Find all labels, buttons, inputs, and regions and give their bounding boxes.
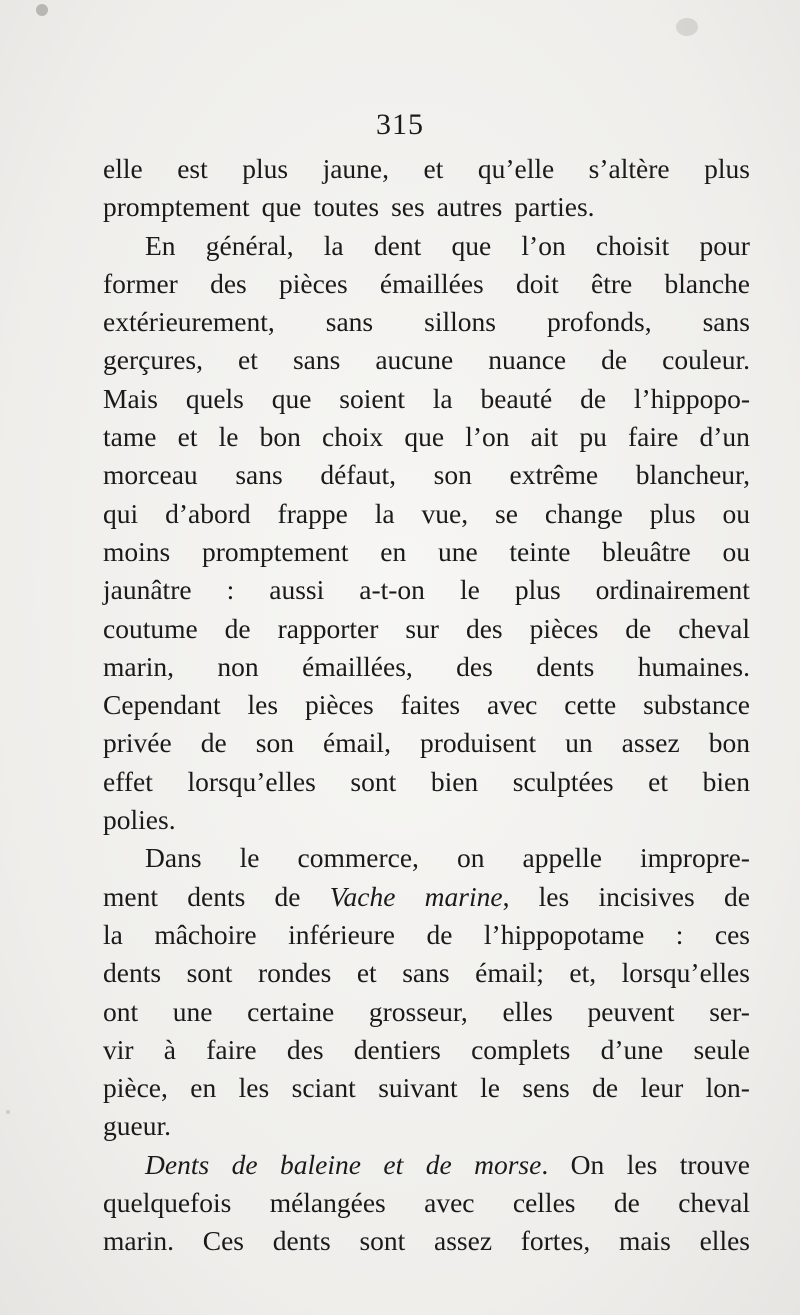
text-line	[103, 1031, 750, 1069]
word: vue,	[421, 497, 469, 529]
text-line	[103, 801, 750, 839]
word: dent	[373, 229, 422, 261]
word: bon	[259, 421, 301, 453]
text-line	[103, 227, 750, 265]
word: impropre-	[640, 842, 750, 874]
word: baleine	[280, 1148, 361, 1180]
word: le	[239, 842, 260, 874]
word: ou	[722, 535, 750, 567]
word: ait	[530, 421, 559, 453]
word: choisit	[595, 229, 670, 261]
word: vir	[103, 1033, 134, 1065]
word: dentiers	[353, 1033, 441, 1065]
word: marin,	[103, 650, 175, 682]
word: dents	[536, 650, 595, 682]
body-text	[103, 150, 750, 1261]
word: pour	[699, 229, 750, 261]
text-line	[103, 380, 750, 418]
text-line	[103, 418, 750, 456]
word: d’une	[600, 1033, 664, 1065]
word: autres	[436, 191, 503, 223]
word: blanche	[664, 267, 750, 299]
word: son	[255, 727, 294, 759]
word: pièces	[304, 689, 374, 721]
word: promptement	[103, 191, 250, 223]
word: et	[423, 153, 444, 184]
word: cheval	[678, 1187, 750, 1219]
word: fortes,	[520, 1225, 591, 1257]
word: extérieurement,	[103, 306, 275, 338]
word: qui	[103, 497, 139, 529]
word: des	[465, 612, 503, 644]
word: faire	[627, 421, 679, 453]
word: dents	[103, 957, 162, 989]
word: marine,	[424, 880, 510, 912]
word: un	[565, 727, 593, 759]
word: la	[323, 229, 344, 261]
text-line	[103, 571, 750, 609]
word: les	[538, 880, 570, 912]
text-line	[103, 188, 750, 226]
word: l’on	[521, 229, 566, 261]
word: sans	[292, 344, 341, 376]
word: En	[145, 229, 176, 261]
word: ser-	[709, 995, 750, 1027]
word: de	[425, 1148, 452, 1180]
word: a-t-on	[359, 574, 425, 606]
word: faites	[400, 689, 461, 721]
word: plus	[704, 153, 750, 184]
word: que	[404, 421, 445, 453]
word: une	[437, 535, 478, 567]
word: ment	[103, 880, 158, 912]
word: extrême	[509, 459, 599, 491]
word: gueur.	[103, 1110, 171, 1142]
text-line	[103, 1222, 750, 1260]
word: quelquefois	[103, 1187, 232, 1219]
word: produisent	[419, 727, 537, 759]
word: promptement	[201, 535, 349, 567]
text-line	[103, 1107, 750, 1145]
word: émail,	[322, 727, 391, 759]
word: qu’elle	[477, 153, 555, 184]
word: de	[231, 1148, 258, 1180]
word: sont	[350, 765, 397, 797]
word: morse.	[474, 1148, 549, 1180]
word: en	[190, 1072, 217, 1104]
word: moins	[103, 535, 171, 567]
word: de	[200, 727, 227, 759]
word: de	[613, 1187, 640, 1219]
word: on	[456, 842, 485, 874]
word: sont	[359, 1225, 406, 1257]
word: et	[356, 957, 377, 989]
page-number: 315	[376, 108, 424, 141]
word: certaine	[247, 995, 335, 1027]
word: général,	[205, 229, 294, 261]
word: dents	[272, 1225, 331, 1257]
word: de	[723, 880, 750, 912]
word: l’hippopotame	[483, 918, 645, 950]
word: ces	[714, 918, 750, 950]
word: plus	[242, 153, 289, 184]
text-line	[103, 916, 750, 954]
word: à	[163, 1033, 177, 1065]
word: bleuâtre	[602, 535, 691, 567]
word: Cependant	[103, 689, 221, 721]
text-line	[103, 1184, 750, 1222]
word: et	[177, 421, 198, 453]
word: des	[456, 650, 493, 682]
word: d’un	[699, 421, 750, 453]
word: pièce,	[103, 1072, 168, 1104]
word: mélangées	[269, 1187, 386, 1219]
word: toutes	[313, 191, 380, 223]
word: commerce,	[297, 842, 419, 874]
text-line	[103, 839, 750, 877]
word: les	[247, 689, 279, 721]
text-line	[103, 954, 750, 992]
word: elle	[103, 153, 143, 184]
word: Vache	[329, 880, 396, 912]
word: les	[238, 1072, 270, 1104]
word: peuvent	[587, 995, 675, 1027]
word: émail;	[475, 957, 544, 989]
paper-speck	[676, 18, 698, 36]
text-line	[103, 303, 750, 341]
word: de	[592, 1072, 619, 1104]
word: des	[286, 1033, 324, 1065]
word: d’abord	[165, 497, 251, 529]
word: que	[271, 382, 312, 414]
word: aucune	[375, 344, 454, 376]
word: cette	[564, 689, 617, 721]
word: bien	[430, 765, 479, 797]
word: effet	[103, 765, 153, 797]
word: sans	[702, 306, 750, 338]
word: mais	[618, 1225, 671, 1257]
word: le	[218, 421, 239, 453]
word: que	[451, 229, 492, 261]
text-line	[103, 341, 750, 379]
word: pu	[579, 421, 607, 453]
word: frappe	[277, 497, 348, 529]
word: couleur.	[662, 344, 750, 376]
word: jaune,	[322, 153, 389, 184]
word: lon-	[705, 1072, 750, 1104]
word: gerçures,	[103, 344, 204, 376]
word: Dents	[145, 1148, 210, 1180]
word: elles	[502, 995, 553, 1027]
word: avec	[424, 1187, 475, 1219]
word: et	[238, 344, 258, 376]
word: de	[625, 612, 652, 644]
word: assez	[621, 727, 680, 759]
word: ses	[391, 191, 425, 223]
word: en	[380, 535, 407, 567]
word: marin.	[103, 1225, 175, 1257]
word: des	[210, 267, 247, 299]
word: de	[224, 612, 251, 644]
word: privée	[103, 727, 172, 759]
word: l’hippopo-	[633, 382, 750, 414]
word: sont	[186, 957, 233, 989]
word: teinte	[509, 535, 571, 567]
word: choix	[322, 421, 384, 453]
word: sillons	[424, 306, 496, 338]
word: de	[601, 344, 628, 376]
word: substance	[643, 689, 750, 721]
word: faire	[206, 1033, 257, 1065]
word: se	[495, 497, 518, 529]
text-line	[103, 993, 750, 1031]
word: la	[103, 918, 123, 950]
word: sculptées	[512, 765, 614, 797]
text-line	[103, 533, 750, 571]
word: ou	[722, 497, 750, 529]
word: :	[226, 574, 235, 606]
word: leur	[640, 1072, 684, 1104]
word: et	[383, 1148, 404, 1180]
text-line	[103, 456, 750, 494]
word: de	[426, 918, 453, 950]
word: et,	[569, 957, 597, 989]
word: :	[675, 918, 684, 950]
word: doit	[516, 267, 559, 299]
paper-speck	[6, 1110, 10, 1114]
text-line	[103, 724, 750, 762]
word: sciant	[291, 1072, 356, 1104]
word: suivant	[378, 1072, 458, 1104]
word: rondes	[257, 957, 332, 989]
word: pièces	[529, 612, 599, 644]
word: l’on	[465, 421, 510, 453]
word: de	[580, 382, 607, 414]
word: son	[433, 459, 472, 491]
text-line	[103, 648, 750, 686]
word: plus	[514, 574, 561, 606]
word: le	[480, 1072, 500, 1104]
word: bien	[702, 765, 750, 797]
word: lorsqu’elles	[187, 765, 316, 797]
word: lorsqu’elles	[621, 957, 750, 989]
text-line	[103, 610, 750, 648]
word: Ces	[202, 1225, 244, 1257]
text-line	[103, 763, 750, 801]
word: que	[261, 191, 302, 223]
word: ont	[103, 995, 139, 1027]
word: assez	[434, 1225, 493, 1257]
word: sans	[402, 957, 450, 989]
word: une	[172, 995, 213, 1027]
word: est	[177, 153, 208, 184]
word: plus	[649, 497, 696, 529]
word: ordinairement	[595, 574, 750, 606]
word: blancheur,	[635, 459, 750, 491]
word: pièces	[278, 267, 348, 299]
text-line	[103, 878, 750, 916]
word: soient	[339, 382, 405, 414]
word: défaut,	[320, 459, 396, 491]
text-line	[103, 1069, 750, 1107]
word: morceau	[103, 459, 198, 491]
word: humaines.	[637, 650, 750, 682]
word: seule	[693, 1033, 750, 1065]
word: non	[217, 650, 259, 682]
word: parties.	[514, 191, 595, 223]
word: être	[591, 267, 633, 299]
word: appelle	[522, 842, 602, 874]
paper-speck	[36, 4, 48, 16]
word: la	[432, 382, 453, 414]
text-line	[103, 150, 750, 188]
word: émaillées	[379, 267, 484, 299]
word: avec	[487, 689, 538, 721]
word: polies.	[103, 804, 176, 836]
word: sans	[235, 459, 283, 491]
word: trouve	[679, 1148, 750, 1180]
word: On	[570, 1148, 605, 1180]
word: inférieure	[288, 918, 395, 950]
word: sens	[522, 1072, 570, 1104]
word: dents	[187, 880, 246, 912]
word: mâchoire	[154, 918, 257, 950]
text-line	[103, 686, 750, 724]
word: aussi	[269, 574, 325, 606]
word: cheval	[678, 612, 750, 644]
word: sur	[405, 612, 439, 644]
word: Mais	[103, 382, 158, 414]
word: la	[374, 497, 395, 529]
word: celles	[512, 1187, 576, 1219]
word: jaunâtre	[103, 574, 192, 606]
word: de	[274, 880, 301, 912]
word: quels	[185, 382, 244, 414]
word: et	[648, 765, 669, 797]
word: sans	[325, 306, 374, 338]
word: incisives	[598, 880, 695, 912]
word: Dans	[145, 842, 202, 874]
word: les	[626, 1148, 658, 1180]
word: coutume	[103, 612, 198, 644]
word: profonds,	[546, 306, 652, 338]
word: beauté	[480, 382, 553, 414]
word: le	[459, 574, 480, 606]
word: elles	[699, 1225, 750, 1257]
word: tame	[103, 421, 157, 453]
word: complets	[471, 1033, 571, 1065]
text-line	[103, 495, 750, 533]
word: bon	[708, 727, 750, 759]
word: former	[103, 267, 178, 299]
word: rapporter	[277, 612, 379, 644]
word: grosseur,	[368, 995, 468, 1027]
word: change	[544, 497, 623, 529]
word: s’altère	[588, 153, 670, 184]
word: nuance	[488, 344, 567, 376]
text-line	[103, 1146, 750, 1184]
word: émaillées,	[302, 650, 413, 682]
text-line	[103, 265, 750, 303]
